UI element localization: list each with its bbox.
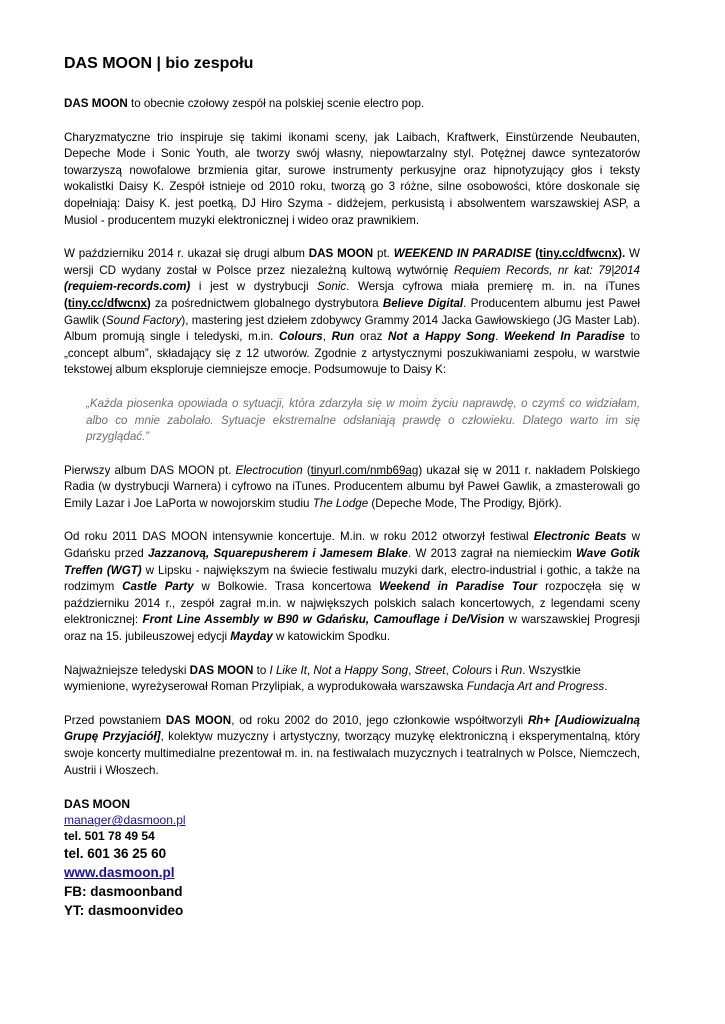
text: ( [64, 296, 68, 310]
phone-2: tel. 601 36 25 60 [64, 846, 167, 862]
text: w katowickim Spodku. [272, 630, 391, 644]
single-title: Colours [278, 330, 323, 344]
text: w Bolkowie. Trasa koncertowa [193, 580, 380, 594]
album-link[interactable]: tiny.cc/dfwcnx [539, 247, 619, 261]
contact-name: DAS MOON [64, 797, 130, 812]
single-title: Run [331, 330, 355, 344]
text: w Lipsku - największym na świecie festiwalu muzyki dark, electro-industrial i gothic, a także na rodzimym [64, 563, 640, 594]
text: . Producentem albumu jest Paweł Gawlik ( [64, 296, 640, 327]
digital-distributor: Believe Digital [382, 296, 464, 310]
single-title: Not a Happy Song [388, 330, 496, 344]
text: . Wersja cyfrowa miała premierę m. in. na iTunes [346, 280, 640, 294]
artists: Jazzanovą, Squarepusherem i Jamesem Blake [147, 547, 408, 561]
text: Najważniejsze teledyski [64, 663, 190, 677]
intro-text: to obecnie czołowy zespół na polskiej scenie electro pop. [127, 97, 425, 110]
collective-name: Rh+ [Audiowizualną Grupę Przyjaciół] [64, 713, 641, 744]
text: i [491, 663, 501, 677]
text: to „concept album”, składający się z 12 utworów. Zgodnie z artystycznymi poszukiwaniami zespołu, w warstwie tekstowej album eksploruje ciemniejsze emocje. Podsumowuje to Daisy K: [64, 330, 640, 377]
page-title: DAS MOON | bio zespołu [64, 55, 254, 72]
website-link[interactable]: www.dasmoon.pl [64, 865, 175, 881]
text: za pośrednictwem globalnego dystrybutora [150, 296, 383, 310]
phone-1: tel. 501 78 49 54 [64, 829, 155, 844]
text: ) ukazał się w 2011 r. nakładem Polskiego Radia (w dystrybucji Warnera) i cyfrowo na iTunes. Producentem albumu był Paweł Gawlik, a zmasterowali go Emily Lazar i Joe LaPorta w nowojorskim studiu [64, 463, 641, 510]
video-title: Colours [451, 663, 492, 677]
text: W wersji CD wydany został w Polsce przez niezależną kultową wytwórnię [64, 247, 640, 277]
text: ( [302, 463, 311, 477]
intro-paragraph [64, 96, 640, 113]
festival-name: Electronic Beats [533, 530, 627, 544]
video-title: I Like It [269, 663, 307, 677]
album-title: WEEKEND IN PARADISE [393, 247, 532, 261]
text: rozpoczęła się w październiku 2014 r., zespół zagrał m.in. w największych polskich salach koncertowych, z legendami sceny elektronicznej: [64, 580, 640, 627]
text: . W 2013 zagrał na niemieckim [407, 547, 577, 561]
festival-name: Wave Gotik Treffen (WGT) [64, 547, 640, 577]
festival-name: Castle Party [122, 580, 194, 594]
video-title: Run [500, 663, 523, 677]
text: , [322, 330, 332, 344]
album-title: Electrocution [235, 463, 303, 477]
label-info: Requiem Records, nr kat: 79|2014 [454, 263, 640, 277]
text: ). [618, 247, 626, 261]
text: i jest w dystrybucji [190, 280, 318, 294]
studio-name: The Lodge [312, 496, 369, 510]
band-name: DAS MOON [64, 97, 128, 110]
bio-paragraph-3 [64, 463, 640, 513]
tour-name: Weekend in Paradise Tour [379, 580, 538, 594]
text: W październiku 2014 r. ukazał się drugi album [64, 247, 309, 261]
distributor: Sonic [317, 280, 347, 294]
band-name: DAS MOON [165, 713, 232, 727]
text: oraz [354, 330, 389, 344]
quote-block: „Każda piosenka opowiada o sytuacji, która zdarzyła się w moim życiu naprawdę, o czymś co widziałam, albo co mnie zabolało. Sytuacje ekstremalne odsłaniają prawdę o człowieku. Dlatego warto im się przyglądać.” [86, 396, 640, 444]
text: . [495, 330, 505, 344]
text: , od roku 2002 do 2010, jego członkowie współtworzyli [231, 713, 528, 727]
bio-paragraph-4 [64, 529, 640, 645]
text: w warszawskiej Progresji oraz na 15. jubileuszowej edycji [64, 613, 640, 644]
text: ( [531, 247, 540, 261]
studio-name: Sound Factory [105, 313, 182, 327]
text: . Wszystkie wymienione, wyreżyserował Roman Przylipiak, a wyprodukowała warszawska [64, 663, 581, 694]
facebook-handle: FB: dasmoonband [64, 884, 183, 900]
text: , kolektyw muzyczny i artystyczny, tworzący muzykę elektroniczną i eksperymentalną, który swoje koncerty multimedialne prezentował m. in. na festiwalach muzycznych i teatralnych w Polsce, Niemczech, Austrii i Włoszech. [64, 730, 640, 777]
band-name: DAS MOON [189, 663, 254, 677]
document-page [64, 40, 640, 920]
text: w Gdańsku przed [64, 530, 641, 561]
album-title: Weekend In Paradise [504, 330, 625, 344]
bio-paragraph-2 [64, 246, 640, 379]
text: . [604, 680, 608, 694]
text: ), mastering jest dziełem zdobywcy Grammy 2014 Jacka Gawłowskiego (JG Master Lab). Album promują single i teledyski, m.in. [64, 313, 640, 344]
video-title: Not a Happy Song [313, 663, 409, 677]
bio-paragraph-5 [64, 663, 640, 696]
festival-name: Mayday [230, 630, 273, 644]
text: (Depeche Mode, The Prodigy, Björk). [368, 496, 562, 510]
text: ) [146, 296, 151, 310]
foundation-name: Fundacja Art and Progress [466, 680, 605, 694]
album-link[interactable]: tinyurl.com/nmb69ag [310, 463, 419, 477]
text: to [253, 663, 270, 677]
text: Przed powstaniem [64, 713, 166, 727]
text: , [408, 663, 415, 677]
contact-block [64, 796, 640, 920]
artists: Front Line Assembly w B90 w Gdańsku, Camouflage i De/Vision [142, 613, 505, 627]
text: pt. [373, 247, 394, 261]
bio-paragraph-6 [64, 713, 640, 779]
email-link[interactable]: manager@dasmoon.pl [64, 813, 186, 828]
bio-paragraph-1: Charyzmatyczne trio inspiruje się takimi ikonami sceny, jak Laibach, Kraftwerk, Einstürzende Neubauten, Depeche Mode i Sonic Youth, ale tworzy swój własny, niepowtarzalny styl. Potężnej dawce syntezatorów towarzyszą nowofalowe brzmienia gitar, surowe instrumenty perkusyjne oraz hipnotyzujący głos i teksty wokalistki Daisy K. Zespół istnieje od 2010 roku, tworzą go 3 różne, silne osobowości, które doskonale się dopełniają: Daisy K. jest poetką, DJ Hiro Szyma - didżejem, perkusistą i absolwentem warszawskiej ASP, a Musiol - producentem muzyki elektronicznej i wideo oraz prawnikiem. [64, 130, 640, 227]
text: Od roku 2011 DAS MOON intensywnie koncertuje. M.in. w roku 2012 otworzył festiwal [64, 530, 534, 544]
video-title: Street [414, 663, 446, 677]
text: , [306, 663, 314, 677]
text: , [445, 663, 452, 677]
text: Pierwszy album DAS MOON pt. [64, 463, 236, 477]
band-name: DAS MOON [308, 247, 374, 261]
label-website: (requiem-records.com) [64, 280, 191, 294]
youtube-handle: YT: dasmoonvideo [64, 903, 184, 919]
itunes-link[interactable]: tiny.cc/dfwcnx [67, 296, 147, 310]
